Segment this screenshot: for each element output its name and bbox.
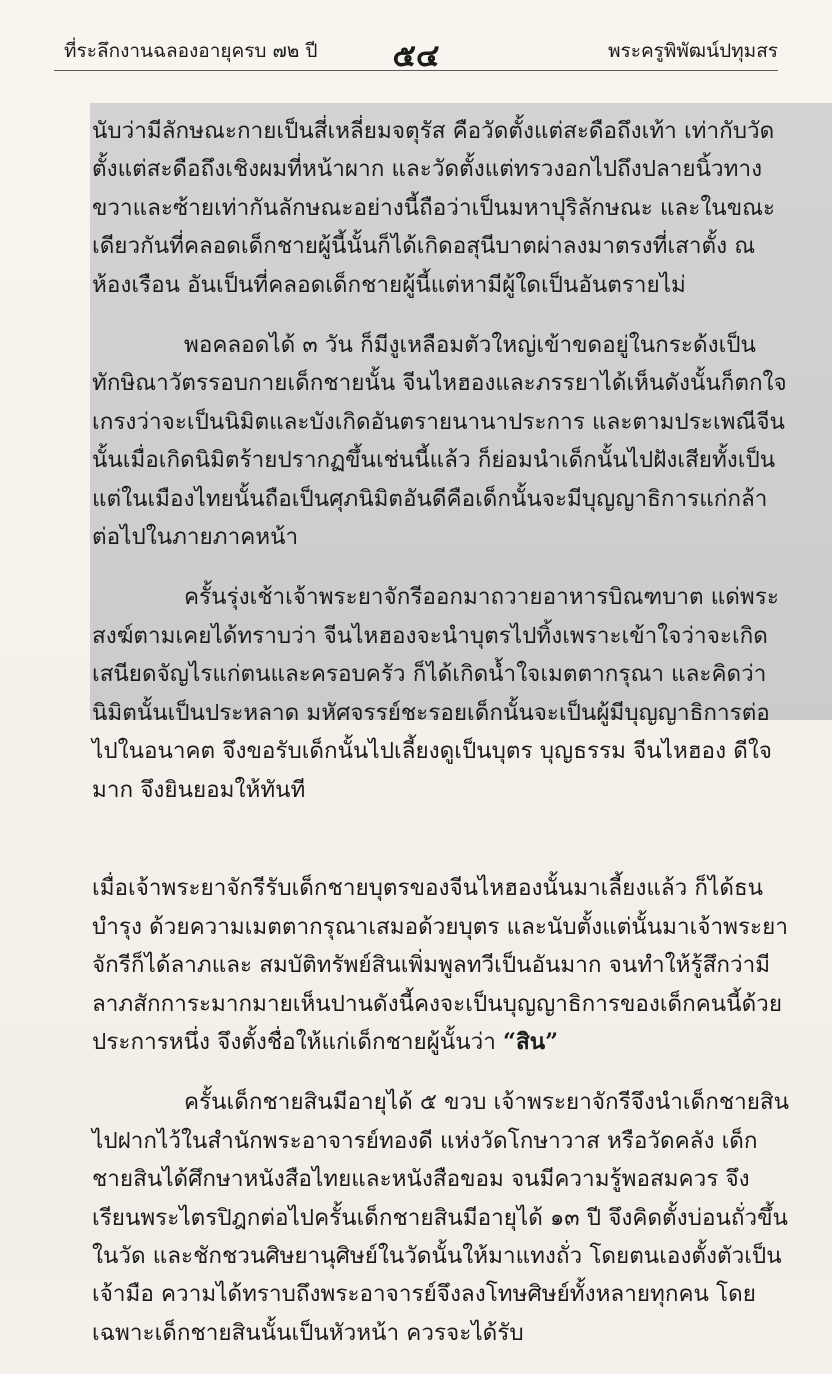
paragraph-3: ครั้นรุ่งเช้าเจ้าพระยาจักรีออกมาถวายอาหารบิณฑบาต แด่พระสงฆ์ตามเคยได้ทราบว่า จีนไหฮองจะนำบุตรไปทิ้งเพราะเข้าใจว่าจะเกิดเสนียดจัญไรแก่ตนและครอบครัว ก็ได้เกิดน้ำใจเมตตากรุณา และคิดว่านิมิตนั้นเป็นประหลาด มหัศจรรย์ชะรอยเด็กนั้นจะเป็นผู้มีบุญญาธิการต่อไปในอนาคต จึงขอรับเด็กนั้นไปเลี้ยงดูเป็นบุตร บุญธรรม จีนไหฮอง ดีใจมาก จึงยินยอมให้ทันที bbox=[92, 584, 779, 803]
paragraph-4-text: เมื่อเจ้าพระยาจักรีรับเด็กชายบุตรของจีนไหฮองนั้นมาเลี้ยงแล้ว ก็ได้ธนบำรุง ด้วยความเมตตากรุณาเสมอด้วยบุตร และนับตั้งแต่นั้นมาเจ้าพระยาจักรีก็ได้ลาภและ สมบัติทรัพย์สินเพิ่มพูลทวีเป็นอันมาก จนทำให้รู้สึกว่ามีลาภสักการะมากมายเห็นปานดังนี้คงจะเป็นบุญญาธิการของเด็กคนนี้ด้วยประการหนึ่ง จึงตั้งชื่อให้แก่เด็กชายผู้นั้นว่า bbox=[92, 875, 788, 1055]
paragraph-4-bold-name: “สิน” bbox=[503, 1028, 559, 1055]
paragraph-4 bbox=[92, 831, 794, 1061]
page-header bbox=[54, 30, 778, 74]
paragraph-5: ครั้นเด็กชายสินมีอายุได้ ๕ ขวบ เจ้าพระยาจักรีจึงนำเด็กชายสิน ไปฝากไว้ในสำนักพระอาจารย์ทองดี แห่งวัดโกษาวาส หรือวัดคลัง เด็กชายสินได้ศึกษาหนังสือไทยและหนังสือขอม จนมีความรู้พอสมควร จึงเรียนพระไตรปิฎกต่อไปครั้นเด็กชายสินมีอายุได้ ๑๓ ปี จึงคิดตั้งบ่อนถั่วขึ้นในวัด และชักชวนศิษยานุศิษย์ในวัดนั้นให้มาแทงถั่ว โดยตนเองตั้งตัวเป็นเจ้ามือ ความได้ทราบถึงพระอาจารย์จึงลงโทษศิษย์ทั้งหลายทุกคน โดยเฉพาะเด็กชายสินนั้นเป็นหัวหน้า ควรจะได้รับ bbox=[92, 1089, 790, 1346]
page-number: ๕๔ bbox=[392, 38, 440, 74]
header-right-title: พระครูพิพัฒน์ปทุมสร bbox=[608, 40, 778, 62]
main-text bbox=[92, 112, 794, 1374]
paragraph-1: นับว่ามีลักษณะกายเป็นสี่เหลี่ยมจตุรัส คือวัดตั้งแต่สะดือถึงเท้า เท่ากับวัดตั้งแต่สะดือถึงเชิงผมที่หน้าผาก และวัดตั้งแต่ทรวงอกไปถึงปลายนิ้วทางขวาและซ้ายเท่ากันลักษณะอย่างนี้ถือว่าเป็นมหาปุริลักษณะ และในขณะเดียวกันที่คลอดเด็กชายผู้นี้นั้นก็ได้เกิดอสุนีบาตผ่าลงมาตรงที่เสาตั้ง ณ ห้องเรือน อันเป็นที่คลอดเด็กชายผู้นี้แต่หามีผู้ใดเป็นอันตรายไม่ bbox=[92, 118, 776, 298]
paragraph-2: พอคลอดได้ ๓ วัน ก็มีงูเหลือมตัวใหญ่เข้าขดอยู่ในกระด้งเป็นทักษิณาวัตรรอบกายเด็กชายนั้น จีนไหฮองและภรรยาได้เห็นดังนั้นก็ตกใจ เกรงว่าจะเป็นนิมิตและบังเกิดอันตรายนานาประการ และตามประเพณีจีนนั้นเมื่อเกิดนิมิตร้ายปรากฏขึ้นเช่นนี้แล้ว ก็ย่อมนำเด็กนั้นไปฝังเสียทั้งเป็นแต่ในเมืองไทยนั้นถือเป็นศุภนิมิตอันดีคือเด็กนั้นจะมีบุญญาธิการแก่กล้าต่อไปในภายภาคหน้า bbox=[92, 332, 787, 551]
header-left-title: ที่ระลึกงานฉลองอายุครบ ๗๒ ปี bbox=[64, 40, 318, 62]
